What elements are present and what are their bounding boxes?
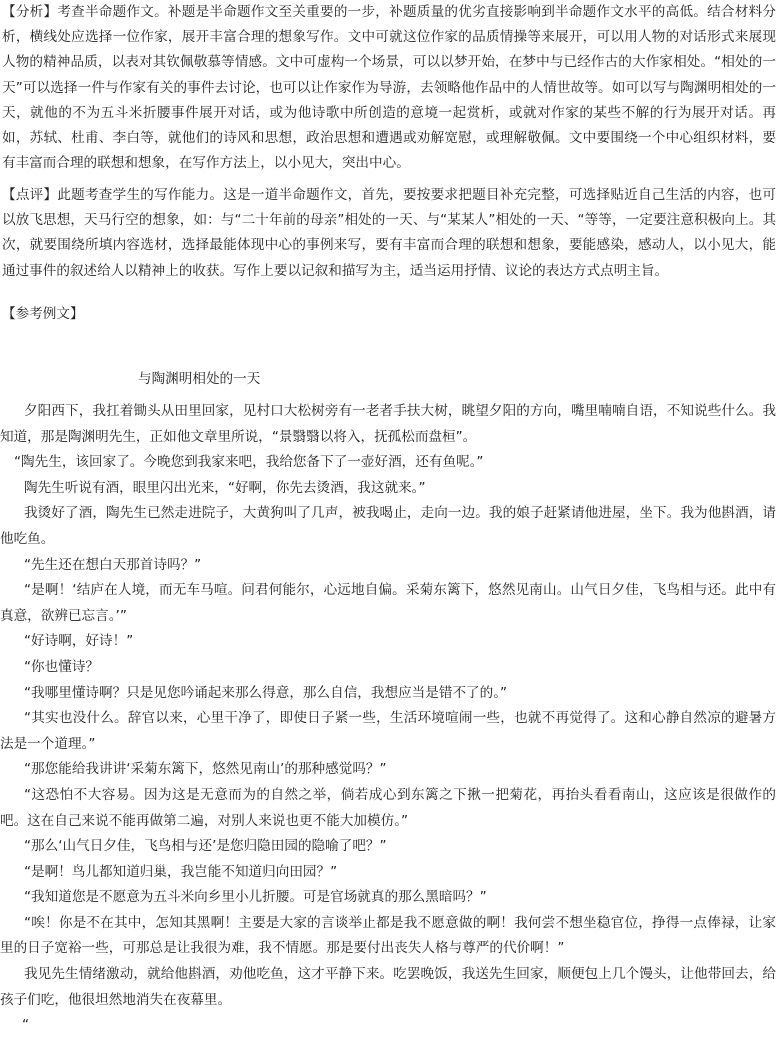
- essay-paragraph: 陶先生听说有酒，眼里闪出光来，“好啊，你先去烫酒，我这就来。”: [24, 479, 426, 496]
- essay-paragraph: “陶先生，该回家了。今晚您到我家来吧，我给您备下了一壶好酒，还有鱼呢。”: [14, 454, 484, 471]
- analysis-label: 【分析】: [2, 4, 58, 20]
- essay-paragraph: 我烫好了酒，陶先生已然走进院子，大黄狗叫了几声，被我喝止，走向一边。我的娘子赶紧请他进屋，坐下。我为他斟酒，请他吃鱼。: [0, 505, 776, 547]
- essay-paragraph: “那么‘山气日夕佳，飞鸟相与还’是您归隐田园的隐喻了吧？”: [24, 838, 387, 855]
- essay-body: [0, 399, 776, 1013]
- essay-paragraph: “你也懂诗？: [24, 658, 100, 675]
- comment-label: 【点评】: [2, 187, 58, 203]
- essay-title: 与陶渊明相处的一天: [138, 371, 261, 387]
- essay-paragraph: “那您能给我讲讲‘采菊东篱下，悠然见南山’的那种感觉吗？”: [24, 761, 387, 778]
- essay-paragraph: “先生还在想白天那首诗吗？”: [24, 556, 202, 573]
- essay-paragraph: “是啊！鸟儿都知道归巢，我岂能不知道归向田园？”: [24, 863, 338, 880]
- essay-paragraph: “这恐怕不大容易。因为这是无意而为的自然之举，倘若成心到东篱之下揪一把菊花，再抬头看看南山，这应该是很做作的吧。这在自己来说不能再做第二遍，对别人来说也更不能大加模仿。”: [0, 786, 776, 829]
- analysis-section: [2, 0, 776, 176]
- essay-paragraph: “好诗啊，好诗！”: [24, 633, 134, 650]
- essay-paragraph: 夕阳西下，我扛着锄头从田里回家，见村口大松树旁有一老者手扶大树，眺望夕阳的方向，嘴里喃喃自语，不知说些什么。我知道，那是陶渊明先生，正如他文章里所说，“景翳翳以将入，抚孤松而盘桓”。: [0, 403, 776, 445]
- essay-paragraph: “是啊！‘结庐在人境，而无车马喧。问君何能尔，心远地自偏。采菊东篱下，悠然见南山。山气日夕佳，飞鸟相与还。此中有真意，欲辨已忘言。’”: [0, 582, 776, 624]
- essay-paragraph: “我哪里懂诗啊？只是见您吟诵起来那么得意，那么自信，我想应当是错不了的。”: [24, 684, 508, 701]
- essay-paragraph: 我见先生情绪激动，就给他斟酒，劝他吃鱼，这才平静下来。吃罢晚饭，我送先生回家，顺便包上几个馒头，让他带回去，给孩子们吃，他很坦然地消失在夜幕里。: [0, 966, 776, 1008]
- reference-essay-heading: 【参考例文】: [2, 306, 84, 322]
- comment-text: 此题考查学生的写作能力。这是一道半命题作文，首先，要按要求把题目补充完整，可选择贴近自己生活的内容，也可以放飞思想，天马行空的想象，如：与“二十年前的母亲”相处的一天、与“某某人”相处的一天、“等等，一定要注意积极向上。其次，就要围绕所填内容选材，选择最能体现中心的事例来写，要有丰富而合理的联想和想象，要能感染，感动人，以小见大，能通过事件的叙述给人以精神上的收获。写作上要以记叙和描写为主，适当运用抒情、议论的表达方式点明主旨。: [2, 187, 777, 279]
- comment-section: [2, 183, 776, 284]
- essay-paragraph: “唉！你是不在其中，怎知其黑啊！主要是大家的言谈举止都是我不愿意做的啊！我何尝不想坐稳官位，挣得一点俸禄，让家里的日子宽裕一些，可那总是让我很为难，我不情愿。那是要付出丧失人格与尊严的代价啊！”: [0, 914, 776, 957]
- trailing-quote-mark: “: [22, 1017, 30, 1033]
- essay-paragraph: “其实也没什么。辞官以来，心里干净了，即使日子紧一些，生活环境喧闹一些，也就不再觉得了。这和心静自然凉的避暑方法是一个道理。”: [0, 710, 776, 752]
- analysis-text: 考查半命题作文。补题是半命题作文至关重要的一步，补题质量的优劣直接影响到半命题作文水平的高低。结合材料分析，横线处应选择一位作家，展开丰富合理的想象写作。文中可就这位作家的品质情操等来展开，可以用人物的对话形式来展现人物的精神品质，以表对其钦佩敬慕等情感。文中可虚构一个场景，可以以梦开始，在梦中与已经作古的大作家相处。“相处的一天”可以选择一件与作家有关的事件去讨论，也可以让作家作为导游，去领略他作品中的人情世故等。如可以写与陶渊明相处的一天，就他的不为五斗米折腰事件展开对话，或为他诗歌中所创造的意境一起赏析，或就对作家的某些不解的行为展开对话。再如，苏轼、杜甫、李白等，就他们的诗风和思想，政治思想和遭遇或劝解宽慰，或理解敬佩。文中要围绕一个中心组织材料，要有丰富而合理的联想和想象，在写作方法上，以小见大，突出中心。: [2, 4, 777, 172]
- essay-paragraph: “我知道您是不愿意为五斗米向乡里小儿折腰。可是官场就真的那么黑暗吗？”: [24, 889, 487, 906]
